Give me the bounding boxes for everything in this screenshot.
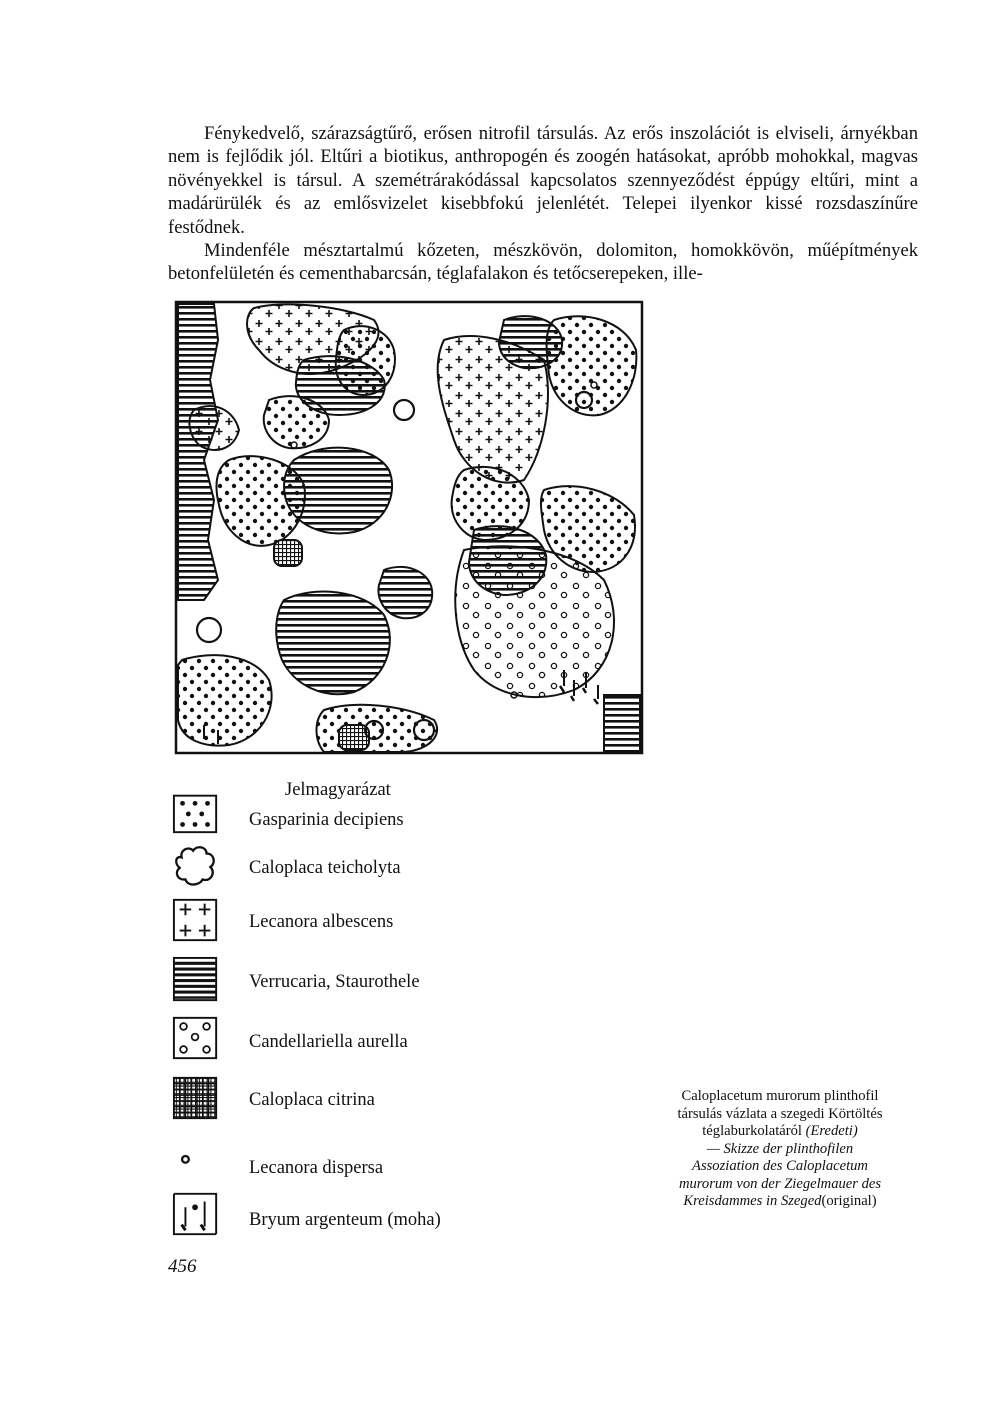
- caption-de-line: Kreisdammes in Szeged: [683, 1193, 822, 1209]
- lichen-map-figure: [174, 300, 644, 755]
- legend-label: Lecanora dispersa: [249, 1158, 384, 1178]
- caption-hu-line: Caloplacetum murorum plinthofil: [681, 1088, 879, 1104]
- caption-hu-tag: (Eredeti): [805, 1123, 858, 1139]
- caption-de-line: murorum von der Ziegelmauer des: [678, 1175, 882, 1192]
- legend-item-verrucaria: [172, 956, 632, 992]
- legend-label: Caloplaca citrina: [249, 1090, 375, 1110]
- legend-item-caloplaca-citrina: [172, 1074, 632, 1110]
- legend: [172, 780, 632, 1240]
- caption-de-line: Assoziation des Caloplacetum: [692, 1158, 868, 1174]
- body-paragraph-1: Fénykedvelő, szárazságtűrő, erősen nitrofil társulás. Az erős inszolációt is elviseli, árnyékban nem is fejlődik jól. Eltűri a biotikus, anthropogén és zoogén hatásokat, apróbb mohokkal, magvas növényekkel is társul. A szemétrárakódással kapcsolatos szennyeződést éppúgy eltűri, mint a madárürülék és az emlősvizelet kisebbfokú jelenlétét. Telepei ilyenkor kissé rozsdaszínűre festődnek.: [168, 123, 918, 238]
- legend-label: Lecanora albescens: [249, 912, 394, 932]
- grid-square-icon: [172, 1074, 220, 1122]
- caption-de-tag: (original): [821, 1193, 877, 1209]
- cloud-outline-icon: [172, 842, 220, 890]
- legend-item-caloplaca-teicholyta: [172, 842, 632, 878]
- legend-item-candellariella: [172, 1014, 632, 1050]
- caption-hu-line: társulás vázlata a szegedi Körtöltés: [677, 1105, 883, 1122]
- legend-label: Bryum argenteum (moha): [249, 1210, 441, 1230]
- legend-label: Caloplaca teicholyta: [249, 858, 401, 878]
- body-paragraph-2: Mindenféle mésztartalmú kőzeten, mészkövön, dolomiton, homokkövön, műépítmények betonfelületén és cementhabarcsán, téglafalakon és tetőcserepeken, ille-: [168, 240, 918, 285]
- legend-title: Jelmagyarázat: [285, 780, 391, 800]
- caption-de-line: — Skizze der plinthofilen: [706, 1140, 854, 1157]
- hlines-square-icon: [172, 956, 220, 1004]
- legend-label: Verrucaria, Staurothele: [249, 972, 420, 992]
- dots-square-icon: [172, 788, 220, 836]
- circles-square-icon: [172, 1014, 220, 1062]
- plus-square-icon: [172, 896, 220, 944]
- legend-item-lecanora-dispersa: [172, 1144, 632, 1180]
- small-circle-icon: [172, 1144, 220, 1192]
- legend-label: Gasparinia decipiens: [249, 810, 404, 830]
- page-number: 456: [168, 1256, 197, 1277]
- legend-label: Candellariella aurella: [249, 1032, 408, 1052]
- moss-square-icon: [172, 1190, 220, 1238]
- caption-hu-line: téglaburkolatáról: [702, 1123, 802, 1139]
- legend-item-bryum: [172, 1190, 632, 1230]
- legend-item-lecanora-albescens: [172, 896, 632, 932]
- figure-caption: [640, 1088, 920, 1211]
- legend-item-gasparinia: [172, 788, 632, 830]
